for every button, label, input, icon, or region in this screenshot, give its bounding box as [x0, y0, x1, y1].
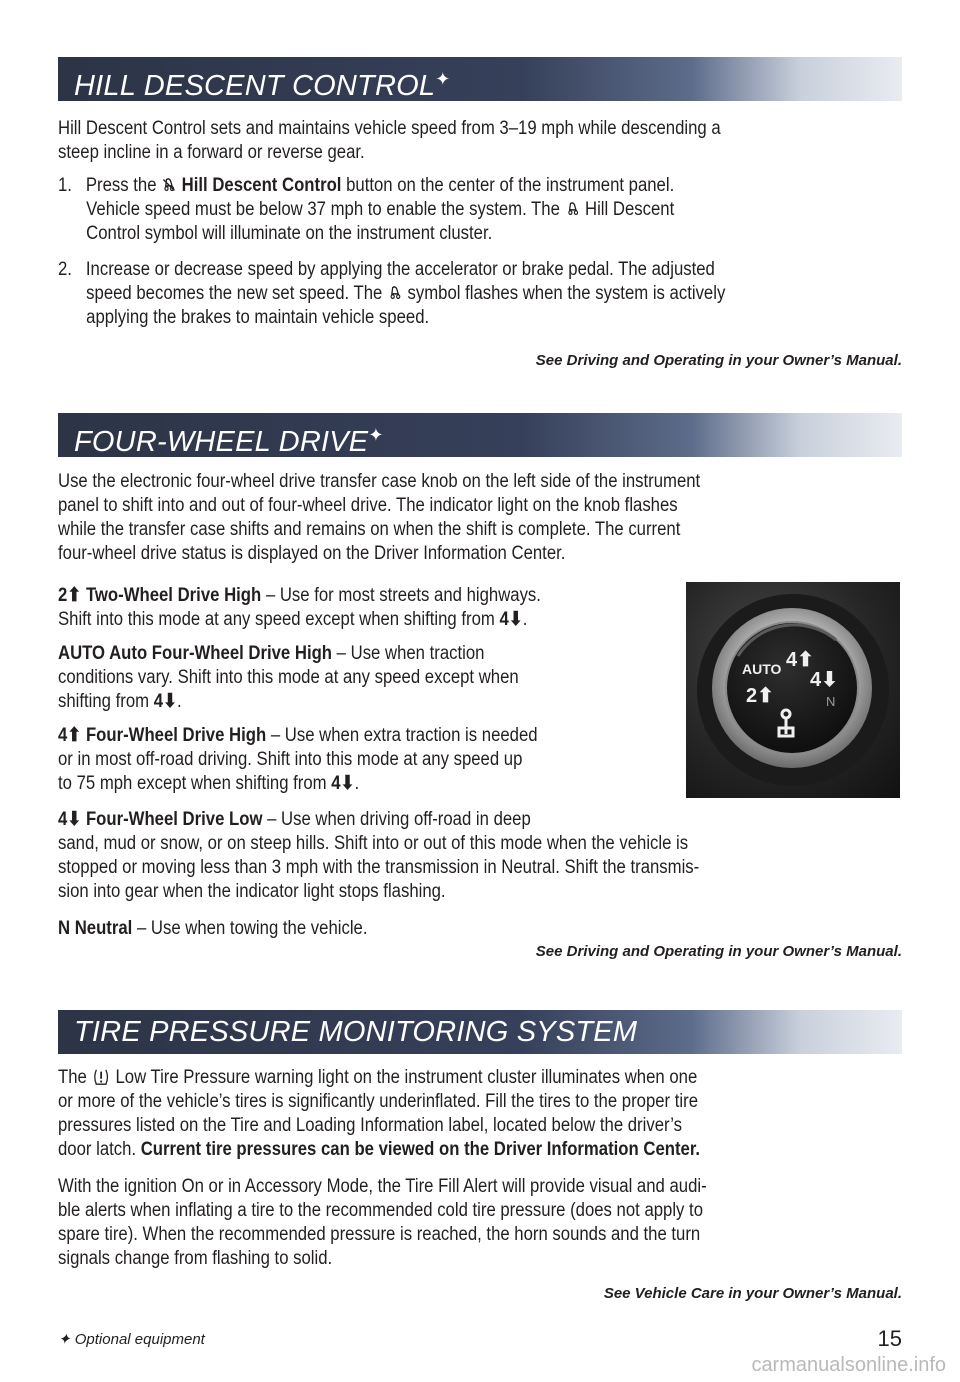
tire-text: ble alerts when inflating a tire to the recommended cold tire pressure (does not apply to	[58, 1200, 704, 1221]
hill-descent-step-1	[58, 174, 904, 246]
mode-text: sand, mud or snow, or on steep hills. Shift into or out of this mode when the vehicle is	[58, 833, 689, 854]
step-text: applying the brakes to maintain vehicle speed.	[86, 307, 430, 328]
knob-4h-label: 4⬆	[786, 649, 814, 671]
hill-descent-icon	[161, 176, 177, 194]
transfer-case-knob-photo	[686, 582, 900, 798]
optional-star-icon: ✦	[435, 69, 451, 89]
tire-text: Low Tire Pressure warning light on the instrument cluster illuminates when one	[115, 1067, 698, 1088]
four-wheel-intro-line: four-wheel drive status is displayed on the Driver Information Center.	[58, 543, 566, 564]
step-text: Vehicle speed must be below 37 mph to enable the system. The	[86, 199, 560, 220]
step-text: speed becomes the new set speed. The	[86, 283, 383, 304]
tire-emphasis: Current tire pressures can be viewed on the Driver Information Center.	[140, 1139, 701, 1160]
mode-text: sion into gear when the indicator light stops flashing.	[58, 881, 446, 902]
four-wheel-drive-title: FOUR-WHEEL DRIVE	[74, 426, 369, 458]
tire-reference: See Vehicle Care in your Owner’s Manual.	[603, 1285, 902, 1302]
mode-4l-ref: 4⬇	[499, 609, 523, 630]
step-text: button on the center of the instrument panel.	[346, 175, 675, 196]
hill-descent-intro-line-1: Hill Descent Control sets and maintains vehicle speed from 3–19 mph while descending a	[58, 118, 721, 139]
knob-neutral-label: N	[826, 694, 836, 709]
tire-text: door latch.	[58, 1139, 141, 1160]
mode-text: stopped or moving less than 3 mph with the transmission in Neutral. Shift the transmis-	[58, 857, 700, 878]
hill-descent-intro	[58, 117, 904, 165]
knob-2h-label: 2⬆	[746, 685, 774, 707]
mode-text: to 75 mph except when shifting from	[58, 773, 332, 794]
hill-descent-step-2	[58, 258, 904, 330]
tire-text: signals change from flashing to solid.	[58, 1248, 333, 1269]
mode-text: or in most off-road driving. Shift into this mode at any speed up	[58, 749, 523, 770]
mode-text: conditions vary. Shift into this mode at any speed except when	[58, 667, 519, 688]
tire-pressure-banner	[58, 1010, 902, 1054]
tire-text: With the ignition On or in Accessory Mode, the Tire Fill Alert will provide visual and audi-	[58, 1176, 707, 1197]
mode-text: – Use for most streets and highways.	[261, 585, 541, 606]
mode-auto-label: AUTO Auto Four-Wheel Drive High	[58, 643, 333, 664]
tire-text: pressures listed on the Tire and Loading Information label, located below the driver’s	[58, 1115, 682, 1136]
mode-text: shifting from	[58, 691, 154, 712]
mode-4h-label: 4⬆ Four-Wheel Drive High	[58, 725, 267, 746]
low-tire-pressure-icon	[91, 1068, 110, 1086]
step-text: Control symbol will illuminate on the instrument cluster.	[86, 223, 493, 244]
mode-text: – Use when extra traction is needed	[266, 725, 538, 746]
mode-4l-ref: 4⬇	[153, 691, 178, 712]
hill-descent-reference: See Driving and Operating in your Owner’s Manual.	[535, 352, 902, 369]
watermark: carmanualsonline.info	[751, 1354, 946, 1376]
optional-star-icon: ✦	[58, 1331, 71, 1348]
mode-2h: 2⬆ Two-Wheel Drive High – Use for most streets and highways. Shift into this mode at any speed except when shifting from 4⬇.	[58, 585, 541, 630]
mode-4l-label: 4⬇ Four-Wheel Drive Low	[58, 809, 263, 830]
hill-descent-control-label: Hill Descent Control	[181, 175, 342, 196]
step-text: Press the	[85, 175, 157, 196]
step-text: symbol flashes when the system is actively	[407, 283, 726, 304]
mode-text: – Use when driving off-road in deep	[262, 809, 531, 830]
knob-auto-label: AUTO	[742, 661, 782, 677]
tire-text: spare tire). When the recommended pressure is reached, the horn sounds and the turn	[58, 1224, 701, 1245]
footnote-text: Optional equipment	[74, 1331, 205, 1348]
mode-4h: 4⬆ Four-Wheel Drive High – Use when extra traction is needed or in most off-road driving. Shift into this mode at any speed up to 75 mph except when shifting from 4⬇.	[58, 724, 904, 796]
four-wheel-intro-line: panel to shift into and out of four-wheel drive. The indicator light on the knob flashes	[58, 495, 678, 516]
tire-text: or more of the vehicle’s tires is significantly underinflated. Fill the tires to the proper tire	[58, 1091, 698, 1112]
step-number: 1.	[58, 175, 72, 196]
tire-paragraph-2	[58, 1175, 904, 1271]
mode-4l-ref: 4⬇	[331, 773, 355, 794]
page-number: 15	[877, 1326, 902, 1351]
optional-star-icon: ✦	[368, 425, 384, 445]
transfer-case-knob-image	[686, 582, 900, 798]
step-text: Increase or decrease speed by applying the accelerator or brake pedal. The adjusted	[85, 259, 715, 280]
four-wheel-intro-line: Use the electronic four-wheel drive transfer case knob on the left side of the instrument	[58, 471, 701, 492]
hill-descent-intro-line-2: steep incline in a forward or reverse gear.	[58, 142, 365, 163]
mode-neutral-label: N Neutral	[58, 918, 133, 939]
mode-auto: AUTO Auto Four-Wheel Drive High – Use when traction conditions vary. Shift into this mode at any speed except when shifting from 4⬇.	[58, 642, 904, 714]
mode-text: Shift into this mode at any speed except when shifting from	[58, 609, 500, 630]
mode-text: – Use when traction	[332, 643, 485, 664]
knob-4l-label: 4⬇	[810, 669, 838, 691]
hill-descent-banner	[58, 57, 902, 101]
four-wheel-reference: See Driving and Operating in your Owner’s Manual.	[535, 943, 902, 960]
tire-pressure-title: TIRE PRESSURE MONITORING SYSTEM	[74, 1016, 638, 1048]
mode-neutral	[58, 917, 904, 941]
mode-4l	[58, 808, 904, 904]
tire-text: The	[58, 1067, 87, 1088]
hill-descent-icon	[565, 200, 581, 218]
tire-paragraph-1	[58, 1066, 904, 1162]
hill-descent-title: HILL DESCENT CONTROL	[74, 70, 436, 102]
hill-descent-icon	[387, 284, 403, 302]
four-wheel-intro	[58, 470, 904, 566]
mode-text: – Use when towing the vehicle.	[132, 918, 368, 939]
step-number: 2.	[58, 259, 72, 280]
step-text: Hill Descent	[585, 199, 675, 220]
optional-equipment-footnote	[58, 1330, 205, 1348]
mode-2h-label: 2⬆ Two-Wheel Drive High	[58, 585, 262, 606]
four-wheel-intro-line: while the transfer case shifts and remains on when the shift is complete. The current	[58, 519, 681, 540]
four-wheel-drive-banner	[58, 413, 902, 457]
